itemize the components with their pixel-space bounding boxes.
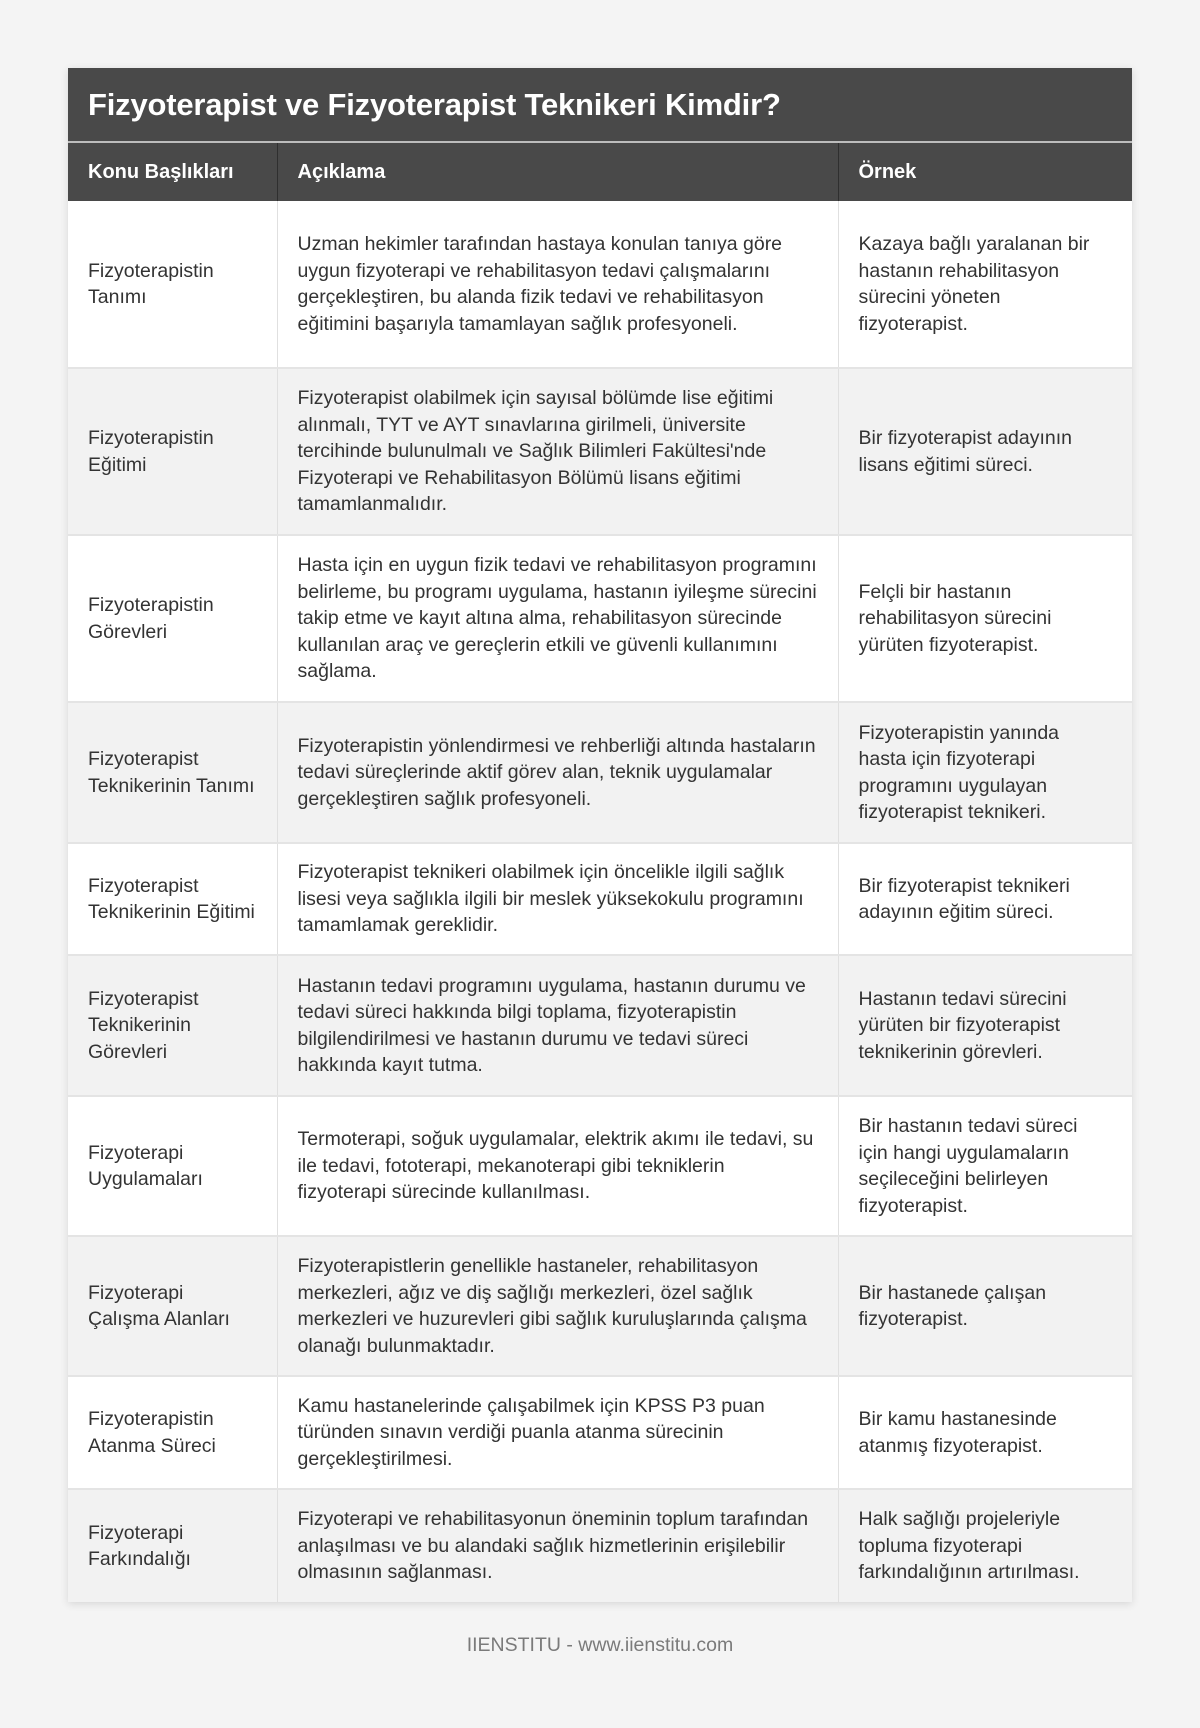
table-row	[68, 1376, 1132, 1489]
cell-example: Hastanın tedavi sürecini yürüten bir fizyoterapist teknikerinin görevleri.	[838, 955, 1132, 1096]
cell-example: Bir fizyoterapist teknikeri adayının eğitim süreci.	[838, 843, 1132, 955]
page-title: Fizyoterapist ve Fizyoterapist Teknikeri Kimdir?	[88, 86, 781, 122]
cell-topic: Fizyoterapist Teknikerinin Görevleri	[68, 955, 277, 1096]
column-header-example: Örnek	[838, 143, 1132, 201]
cell-description: Fizyoterapistlerin genellikle hastaneler, rehabilitasyon merkezleri, ağız ve diş sağlığı merkezleri, özel sağlık merkezleri ve huzurevleri gibi sağlık kuruluşlarında çalışma olanağı bulunmaktadır.	[277, 1236, 838, 1376]
table-row	[68, 1489, 1132, 1602]
cell-topic: Fizyoterapist Teknikerinin Eğitimi	[68, 843, 277, 955]
cell-example: Bir hastanın tedavi süreci için hangi uygulamaların seçileceğini belirleyen fizyoterapist.	[838, 1096, 1132, 1236]
table-row	[68, 535, 1132, 702]
cell-example: Bir hastanede çalışan fizyoterapist.	[838, 1236, 1132, 1376]
cell-description: Termoterapi, soğuk uygulamalar, elektrik akımı ile tedavi, su ile tedavi, fototerapi, mekanoterapi gibi tekniklerin fizyoterapi sürecinde kullanılması.	[277, 1096, 838, 1236]
cell-description: Hastanın tedavi programını uygulama, hastanın durumu ve tedavi süreci hakkında bilgi toplama, fizyoterapistin bilgilendirilmesi ve hastanın durumu ve tedavi süreci hakkında kayıt tutma.	[277, 955, 838, 1096]
cell-description: Fizyoterapist teknikeri olabilmek için öncelikle ilgili sağlık lisesi veya sağlıkla ilgili bir meslek yüksekokulu programını tamamlamak gereklidir.	[277, 843, 838, 955]
info-table	[68, 143, 1132, 1602]
table-row	[68, 201, 1132, 368]
cell-example: Halk sağlığı projeleriyle topluma fizyoterapi farkındalığının artırılması.	[838, 1489, 1132, 1602]
content-table-card	[68, 68, 1132, 1602]
cell-topic: Fizyoterapi Çalışma Alanları	[68, 1236, 277, 1376]
cell-topic: Fizyoterapistin Görevleri	[68, 535, 277, 702]
cell-topic: Fizyoterapistin Eğitimi	[68, 368, 277, 535]
cell-example: Felçli bir hastanın rehabilitasyon sürecini yürüten fizyoterapist.	[838, 535, 1132, 702]
cell-description: Uzman hekimler tarafından hastaya konulan tanıya göre uygun fizyoterapi ve rehabilitasyon tedavi çalışmalarını gerçekleştiren, bu alanda fizik tedavi ve rehabilitasyon eğitimini başarıyla tamamlayan sağlık profesyoneli.	[277, 201, 838, 368]
table-row	[68, 1096, 1132, 1236]
table-row	[68, 1236, 1132, 1376]
cell-topic: Fizyoterapistin Tanımı	[68, 201, 277, 368]
cell-example: Bir fizyoterapist adayının lisans eğitimi süreci.	[838, 368, 1132, 535]
cell-description: Fizyoterapistin yönlendirmesi ve rehberliği altında hastaların tedavi süreçlerinde aktif görev alan, teknik uygulamalar gerçekleştiren sağlık profesyoneli.	[277, 702, 838, 843]
title-bar	[68, 68, 1132, 143]
cell-topic: Fizyoterapist Teknikerinin Tanımı	[68, 702, 277, 843]
table-row	[68, 702, 1132, 843]
cell-description: Kamu hastanelerinde çalışabilmek için KPSS P3 puan türünden sınavın verdiği puanla atanma sürecinin gerçekleştirilmesi.	[277, 1376, 838, 1489]
cell-description: Fizyoterapi ve rehabilitasyonun öneminin toplum tarafından anlaşılması ve bu alandaki sağlık hizmetlerinin erişilebilir olmasının sağlanması.	[277, 1489, 838, 1602]
cell-example: Kazaya bağlı yaralanan bir hastanın rehabilitasyon sürecini yöneten fizyoterapist.	[838, 201, 1132, 368]
cell-topic: Fizyoterapi Uygulamaları	[68, 1096, 277, 1236]
table-row	[68, 843, 1132, 955]
column-header-topic: Konu Başlıkları	[68, 143, 277, 201]
cell-example: Bir kamu hastanesinde atanmış fizyoterapist.	[838, 1376, 1132, 1489]
cell-topic: Fizyoterapistin Atanma Süreci	[68, 1376, 277, 1489]
column-header-description: Açıklama	[277, 143, 838, 201]
table-header-row	[68, 143, 1132, 201]
cell-description: Fizyoterapist olabilmek için sayısal bölümde lise eğitimi alınmalı, TYT ve AYT sınavlarına girilmeli, üniversite tercihinde bulunulmalı ve Sağlık Bilimleri Fakültesi'nde Fizyoterapi ve Rehabilitasyon Bölümü lisans eğitimi tamamlanmalıdır.	[277, 368, 838, 535]
table-row	[68, 368, 1132, 535]
cell-description: Hasta için en uygun fizik tedavi ve rehabilitasyon programını belirleme, bu programı uygulama, hastanın iyileşme sürecini takip etme ve kayıt altına alma, rehabilitasyon sürecinde kullanılan araç ve gereçlerin etkili ve güvenli kullanımını sağlama.	[277, 535, 838, 702]
footer-credit: IIENSTITU - www.iienstitu.com	[466, 1634, 734, 1656]
table-row	[68, 955, 1132, 1096]
cell-topic: Fizyoterapi Farkındalığı	[68, 1489, 277, 1602]
cell-example: Fizyoterapistin yanında hasta için fizyoterapi programını uygulayan fizyoterapist teknikeri.	[838, 702, 1132, 843]
